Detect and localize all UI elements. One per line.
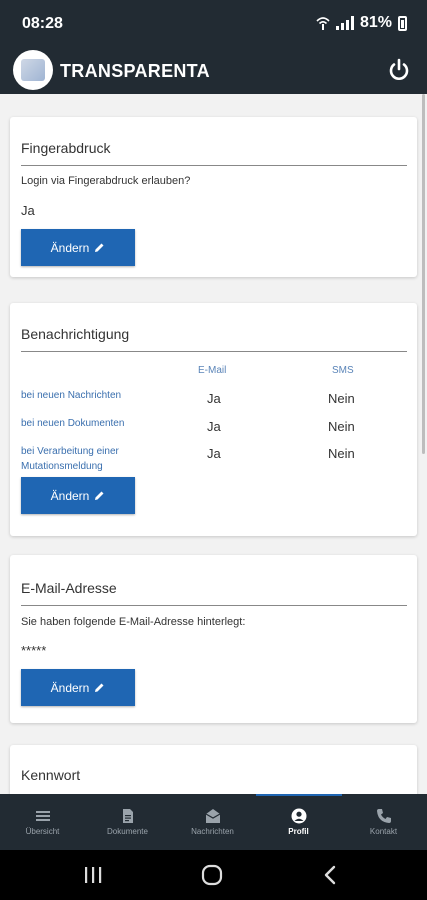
pencil-icon [94,242,105,253]
email-text: Sie haben folgende E-Mail-Adresse hinterlegt: [21,616,246,628]
cell-email: Ja [207,391,221,406]
scrollbar[interactable] [422,94,425,454]
document-icon [120,808,136,824]
pencil-icon [94,682,105,693]
fingerprint-value: Ja [21,203,35,218]
nav-item-profile[interactable] [256,794,341,850]
email-card [10,555,417,723]
fingerprint-title: Fingerabdruck [21,140,111,156]
nav-item-overview[interactable] [0,794,85,850]
cell-sms: Nein [328,419,355,434]
back-icon[interactable] [320,864,342,886]
recent-apps-icon[interactable] [82,864,104,886]
system-nav-bar [0,850,427,900]
user-circle-icon [291,808,307,824]
button-label: Ändern [50,680,90,695]
home-icon[interactable] [201,864,223,886]
app-title: TRANSPARENTA [60,61,210,81]
fingerprint-change-button[interactable] [21,229,135,266]
nav-item-documents[interactable] [85,794,170,850]
email-title: E-Mail-Adresse [21,580,117,596]
status-bar [0,0,427,48]
button-label: Ändern [50,488,90,503]
cell-sms: Nein [328,446,355,461]
notification-change-button[interactable] [21,477,135,514]
status-time: 08:28 [22,15,63,32]
mail-open-icon [205,808,221,824]
password-title: Kennwort [21,767,81,783]
nav-label: Nachrichten [191,827,234,836]
divider [21,165,407,166]
battery-percent: 81% [359,14,392,31]
pencil-icon [94,490,105,501]
notification-card [10,303,417,536]
row-label-new-documents: bei neuen Dokumenten [21,418,125,429]
nav-item-contact[interactable] [341,794,426,850]
status-icons [316,14,407,32]
fingerprint-question: Login via Fingerabdruck erlauben? [21,175,191,187]
app-bar [0,48,427,94]
divider [21,351,407,352]
col-header-email: E-Mail [198,365,227,376]
nav-label: Übersicht [25,827,60,836]
phone-icon [376,808,392,824]
cell-email: Ja [207,419,221,434]
wifi-calling-icon [316,16,330,30]
menu-icon [35,808,51,824]
cell-sms: Nein [328,391,355,406]
col-header-sms: SMS [332,365,354,376]
app-logo [13,50,53,90]
email-value: ***** [21,643,47,658]
nav-label: Profil [288,827,309,836]
cell-email: Ja [207,446,221,461]
notification-title: Benachrichtigung [21,326,130,342]
password-card [10,745,417,794]
profile-content[interactable] [0,94,427,794]
nav-item-messages[interactable] [170,794,255,850]
nav-label: Dokumente [107,827,148,836]
bottom-nav [0,794,427,850]
row-label-new-messages: bei neuen Nachrichten [21,390,122,401]
email-change-button[interactable] [21,669,135,706]
fingerprint-card [10,117,417,277]
signal-icon [336,16,354,30]
divider [21,605,407,606]
power-icon[interactable] [385,56,413,84]
nav-label: Kontakt [369,827,398,836]
button-label: Ändern [50,240,90,255]
row-label-mutation: bei Verarbeitung einer Mutationsmeldung [21,446,119,472]
battery-icon [398,16,407,31]
